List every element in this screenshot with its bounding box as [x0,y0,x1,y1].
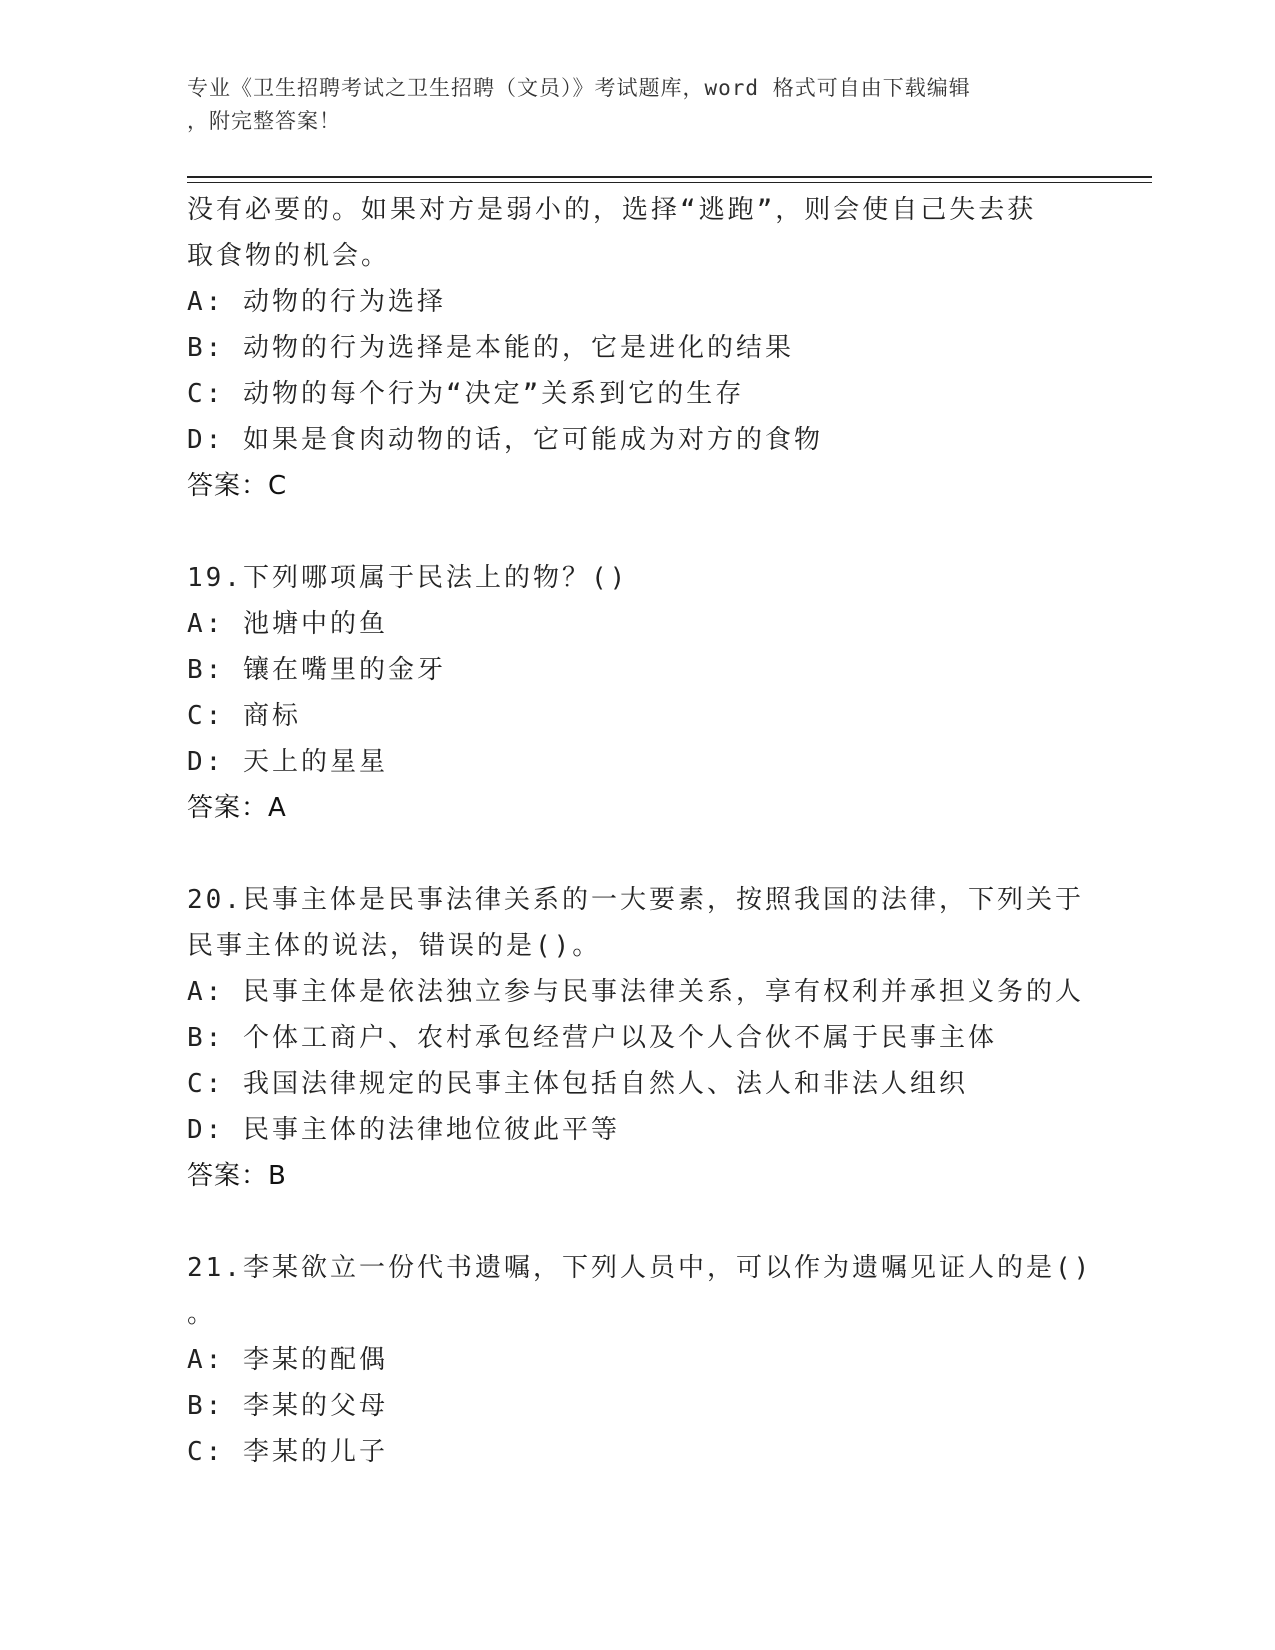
header-rule-thin [187,182,1152,183]
header-line-1: 专业《卫生招聘考试之卫生招聘（文员）》考试题库，word 格式可自由下载编辑 [187,76,971,100]
option-b: B: 动物的行为选择是本能的，它是进化的结果 [187,333,794,363]
question-spacer [187,831,1087,877]
question-stem-line: 取食物的机会。 [187,241,391,271]
answer-label: 答案：A [187,793,287,823]
question-spacer [187,509,1087,555]
answer-label: 答案：C [187,471,288,501]
question-stem-line: 19.下列哪项属于民法上的物？() [187,563,629,593]
header-line-2: ，附完整答案！ [187,109,341,133]
question-stem-line: 21.李某欲立一份代书遗嘱，下列人员中，可以作为遗嘱见证人的是() [187,1253,1093,1283]
option-a: A: 动物的行为选择 [187,287,446,317]
question-19 [187,555,1087,831]
option-d: D: 如果是食肉动物的话，它可能成为对方的食物 [187,425,823,455]
option-c: C: 李某的儿子 [187,1437,388,1467]
header-rule-thick [187,176,1152,178]
question-stem-line: 20.民事主体是民事法律关系的一大要素，按照我国的法律，下列关于 [187,885,1084,915]
question-continuation [187,187,1087,509]
option-b: B: 个体工商户、农村承包经营户以及个人合伙不属于民事主体 [187,1023,997,1053]
option-c: C: 商标 [187,701,301,731]
option-a: A: 池塘中的鱼 [187,609,388,639]
option-b: B: 镶在嘴里的金牙 [187,655,446,685]
option-a: A: 李某的配偶 [187,1345,388,1375]
option-a: A: 民事主体是依法独立参与民事法律关系，享有权利并承担义务的人 [187,977,1084,1007]
question-stem-line: 。 [187,1299,217,1329]
document-header [187,72,1067,138]
question-20 [187,877,1087,1199]
option-d: D: 民事主体的法律地位彼此平等 [187,1115,620,1145]
option-c: C: 我国法律规定的民事主体包括自然人、法人和非法人组织 [187,1069,968,1099]
option-c: C: 动物的每个行为“决定”关系到它的生存 [187,379,745,409]
question-spacer [187,1199,1087,1245]
question-stem-line: 没有必要的。如果对方是弱小的，选择“逃跑”，则会使自己失去获 [187,195,1037,225]
option-b: B: 李某的父母 [187,1391,388,1421]
question-21 [187,1245,1093,1475]
answer-label: 答案：B [187,1161,287,1191]
question-stem-line: 民事主体的说法，错误的是()。 [187,931,602,961]
option-d: D: 天上的星星 [187,747,388,777]
document-body [187,187,1093,1475]
